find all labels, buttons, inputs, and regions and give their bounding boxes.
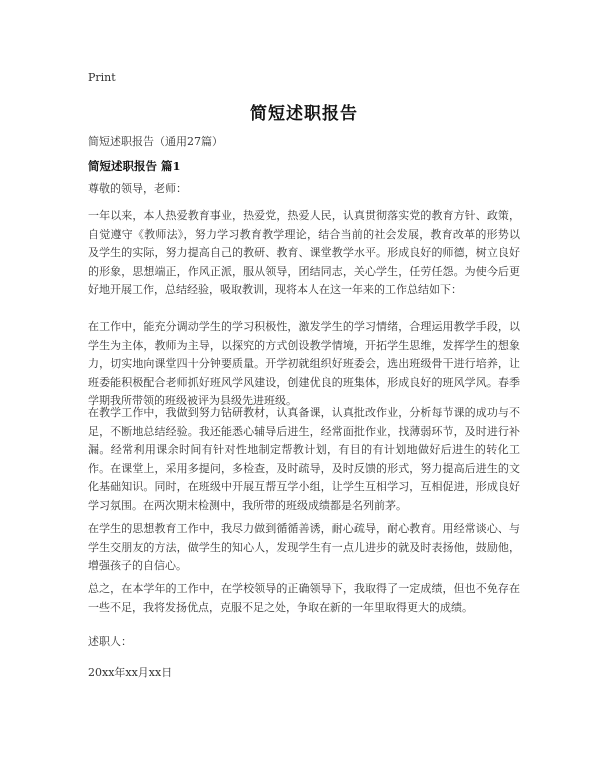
print-label: Print [88,71,116,84]
paragraph-5: 总之，在本学年的工作中，在学校领导的正确领导下，我取得了一定成绩，但也不免存在一些不足，我将发扬优点，克服不足之处，争取在新的一年里取得更大的成绩。 [88,582,520,614]
document-subtitle: 简短述职报告（通用27篇） [88,135,223,148]
paragraph-2: 在工作中，能充分调动学生的学习积极性，激发学生的学习情绪，合理运用教学手段，以学生为主体，教师为主导，以探究的方式创设教学情境，开拓学生思维，发挥学生的想象力，切实地向课堂四十分钟要质量。开学初就组织好班委会，选出班级骨干进行培养，让班委能积极配合老师抓好班风学风建设，创建优良的班集体，形成良好的班风学风。春季学期我所带领的班级被评为县级先进班级。 [88,320,520,407]
signer-label: 述职人： [88,635,132,648]
date-text: 20xx年xx月xx日 [88,666,173,679]
paragraph-1: 一年以来，本人热爱教育事业，热爱党，热爱人民，认真贯彻落实党的教育方针、政策，自觉遵守《教师法》，努力学习教育教学理论，结合当前的社会发展，教育改革的形势以及学生的实际，努力提高自己的教研、教育、课堂教学水平。形成良好的师德，树立良好的形象，思想端正，作风正派，服从领导，团结同志，关心学生，任劳任怨。为使今后更好地开展工作，总结经验，吸取教训，现将本人在这一年来的工作总结如下： [88,209,520,296]
section-heading: 简短述职报告 篇1 [88,159,181,173]
paragraph-4: 在学生的思想教育工作中，我尽力做到循循善诱，耐心疏导，耐心教育。用经常谈心、与学生交朋友的方法，做学生的知心人，发现学生有一点儿进步的就及时表扬他，鼓励他，增强孩子的自信心。 [88,522,520,572]
document-title: 简短述职报告 [250,104,358,124]
paragraph-3: 在教学工作中，我做到努力钻研教材，认真备课，认真批改作业，分析每节课的成功与不足，不断地总结经验。我还能悉心辅导后进生，经常面批作业，找薄弱环节，及时进行补漏。经常利用课余时间有针对性地制定帮教计划，有目的有计划地做好后进生的转化工作。在课堂上，采用多提问，多检查，及时疏导，及时反馈的形式，努力提高后进生的文化基础知识。同时，在班级中开展互帮互学小组，让学生互相学习，互相促进，形成良好学习氛围。在两次期末检测中，我所带的班级成绩都是名列前茅。 [88,406,520,512]
greeting: 尊敬的领导，老师： [88,182,187,195]
